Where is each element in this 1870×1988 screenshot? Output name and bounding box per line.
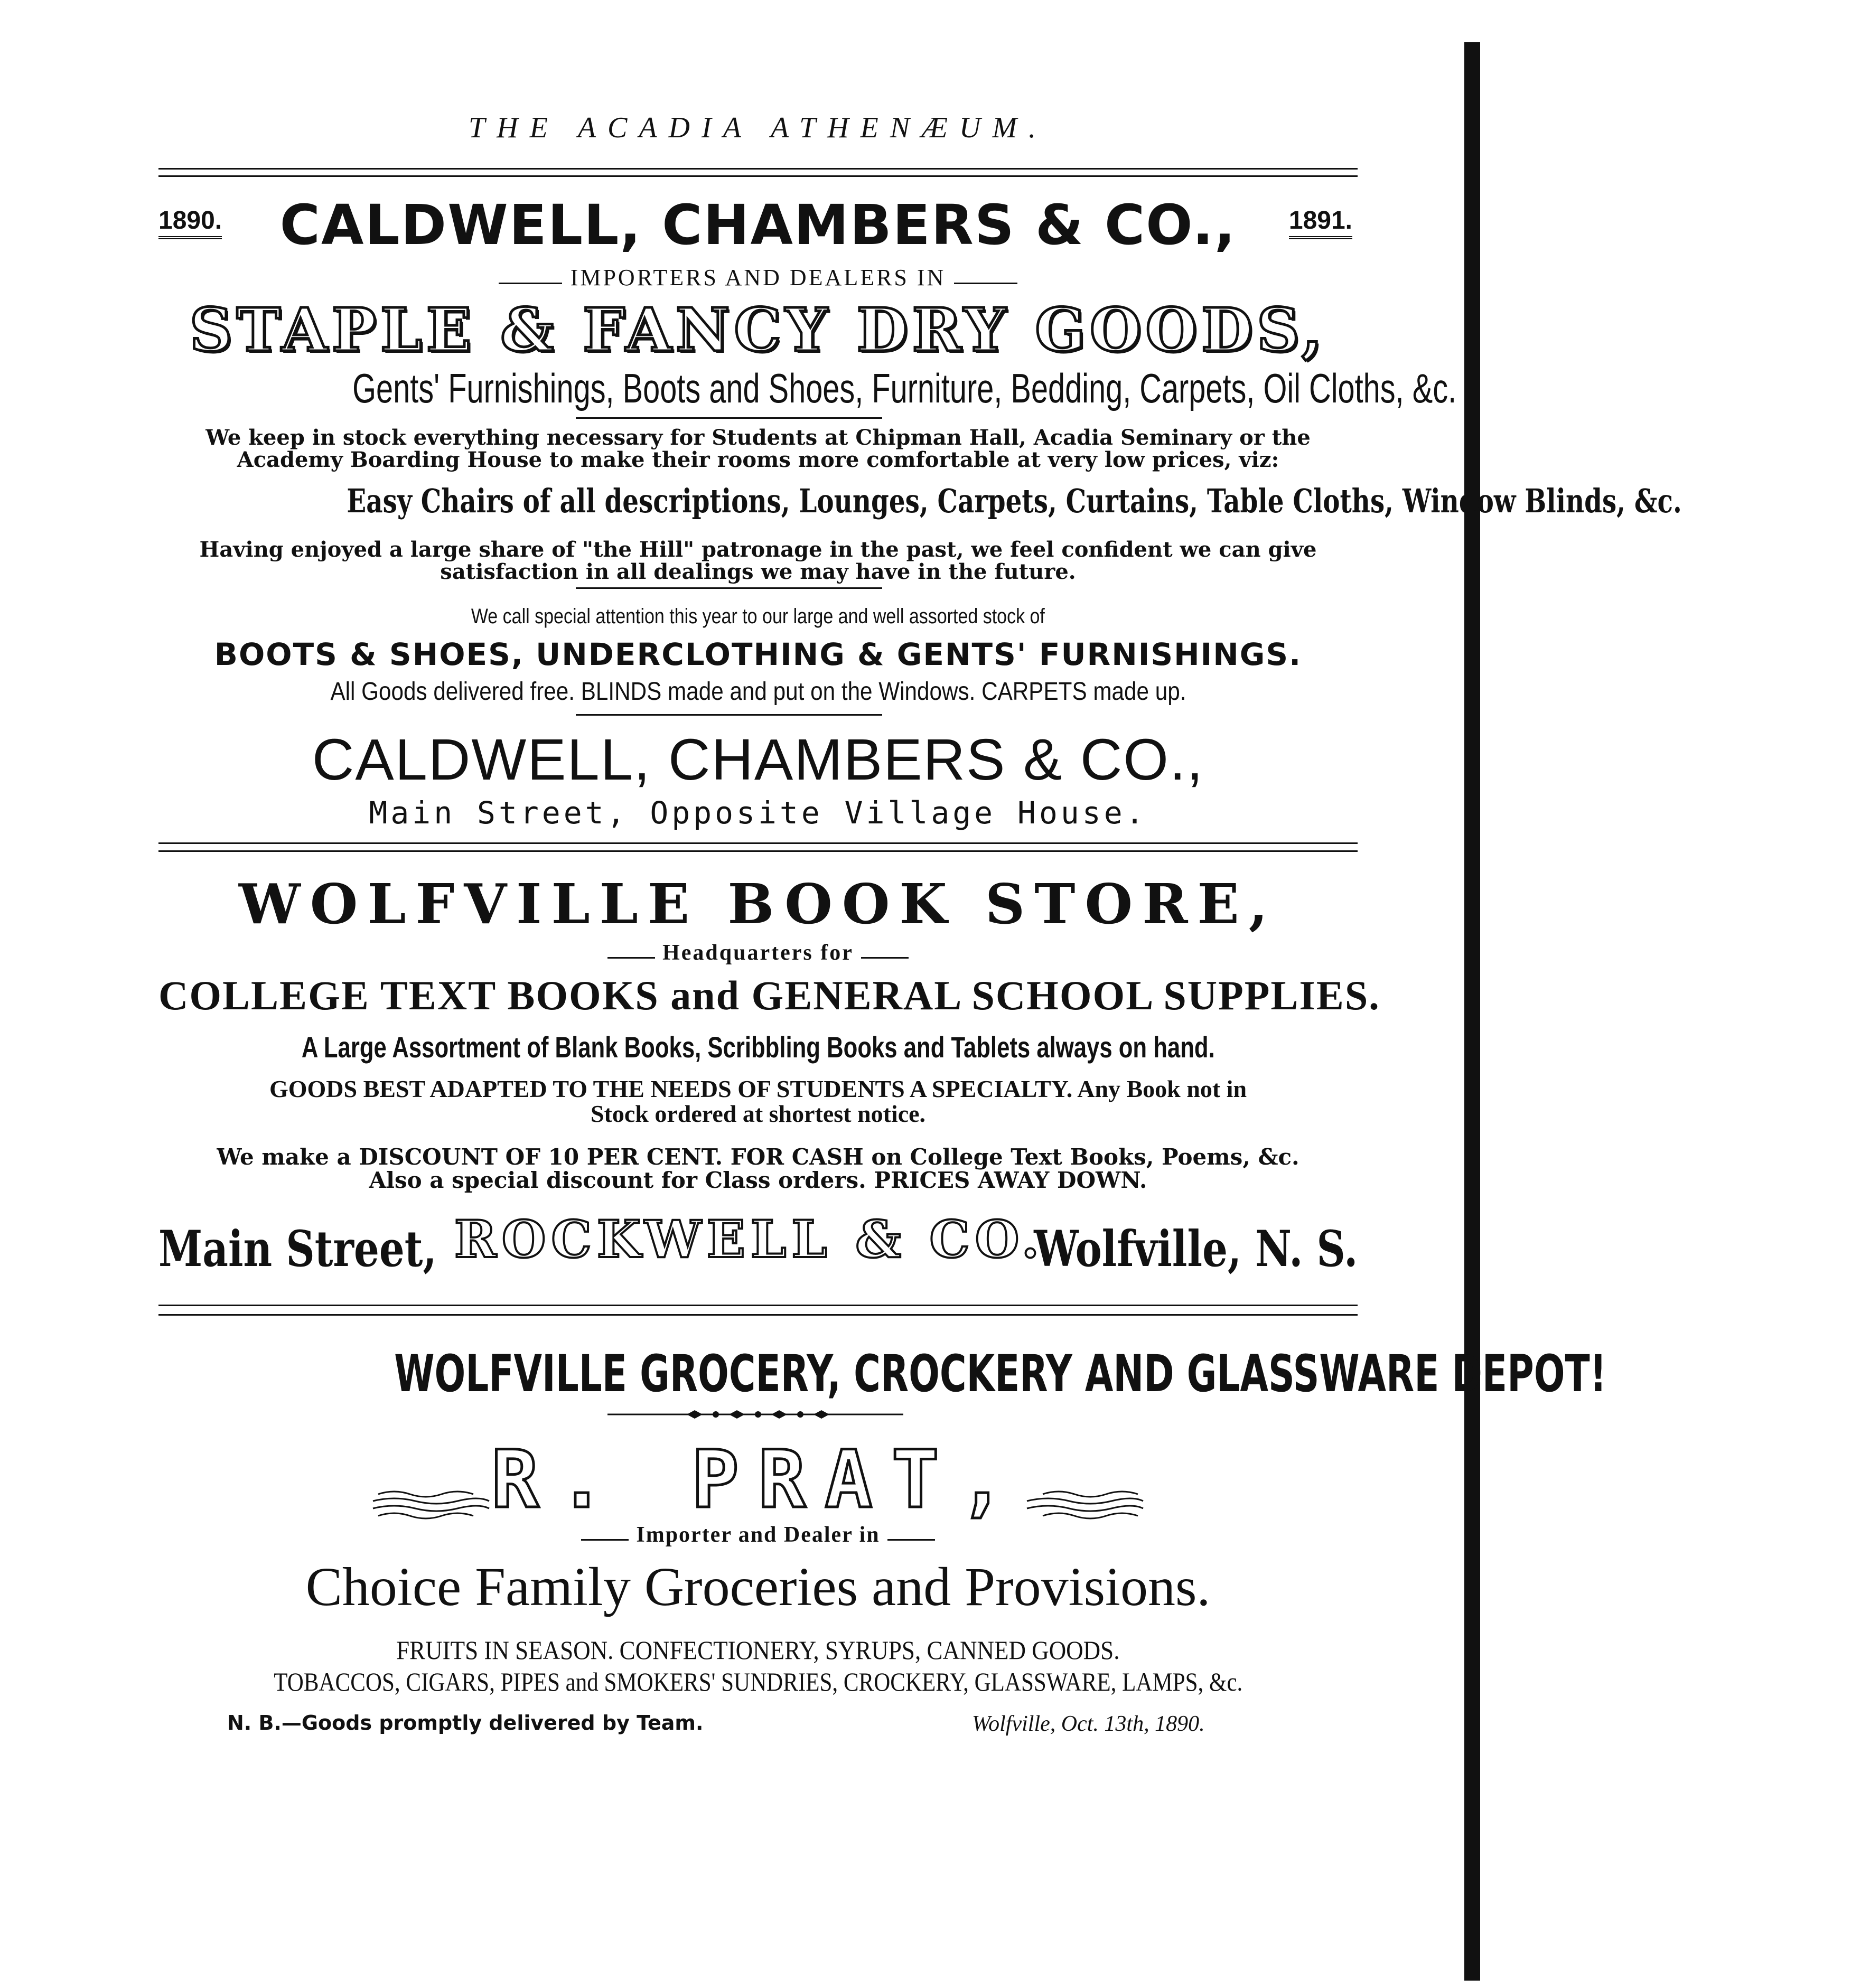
fruits-line: FRUITS IN SEASON. CONFECTIONERY, SYRUPS, CANNED GOODS. [396,1635,1120,1665]
wave-ornament-left [373,1486,489,1523]
divider-1 [576,417,882,419]
rockwell-footer-right: Wolfville, N. S. [1033,1220,1358,1278]
goods-line-wrap [158,364,1457,412]
advertisement-page [158,0,1682,1988]
page-edge-bar [1464,42,1480,1981]
caldwell-name-heading: CALDWELL, CHAMBERS & CO., [279,193,1237,257]
importer-row [158,1522,1358,1548]
tobacco-line-wrap [158,1666,1358,1697]
headquarters-label: Headquarters for [662,941,854,965]
header-rule-top [158,168,1358,170]
rockwell-footer-row [158,1209,1358,1283]
page-header-title: THE ACADIA ATHENÆUM. [469,111,1048,144]
tagline-dash-left [499,283,562,284]
stock-paragraph: We keep in stock everything necessary for Students at Chipman Hall, Acadia Seminary or the Academy Boarding House to make their rooms more comfortable at very low prices, viz: [205,425,1311,472]
goods-line: Gents' Furnishings, Boots and Shoes, Furniture, Bedding, Carpets, Oil Cloths, &c. [352,365,1457,411]
divider-2 [576,587,882,589]
importer-label: Importer and Dealer in [636,1523,880,1547]
headquarters-row [158,940,1358,965]
prat-name: R. PRAT, [491,1434,1025,1526]
rockwell-footer-left: Main Street, [158,1220,437,1278]
items-line: Easy Chairs of all descriptions, Lounges, Carpets, Curtains, Table Cloths, Window Blinds, &c. [347,482,1682,520]
grocery-footer-row [158,1711,1358,1743]
rockwell-footer-name: ROCKWELL & CO. [454,1209,1045,1269]
bookstore-title: WOLFVILLE BOOK STORE, [238,871,1278,936]
grocery-title: WOLFVILLE GROCERY, CROCKERY AND GLASSWARE DEPOT! [394,1344,1607,1403]
items-line-wrap [158,482,1682,520]
delivery-line: All Goods delivered free. BLINDS made and put on the Windows. CARPETS made up. [330,678,1186,706]
section-rule-1b [158,850,1358,852]
goods-best-line-1: GOODS BEST ADAPTED TO THE NEEDS OF STUDENTS A SPECIALTY. Any Book not in [269,1075,1247,1102]
prat-name-row [158,1434,1358,1526]
discount-line-1: We make a DISCOUNT OF 10 PER CENT. FOR CASH on College Text Books, Poems, &c. [217,1144,1299,1170]
boots-shoes-line: BOOTS & SHOES, UNDERCLOTHING & GENTS' FURNISHINGS. [214,636,1302,672]
patronage-paragraph: Having enjoyed a large share of "the Hill" patronage in the past, we feel confident we can give satisfaction in all dealings we may have in the future. [199,537,1317,584]
nb-delivery-line: N. B.—Goods promptly delivered by Team. [227,1711,704,1734]
goods-best-line-2: Stock ordered at shortest notice. [590,1100,926,1127]
attention-line: We call special attention this year to our large and well assorted stock of [471,605,1045,628]
date-line: Wolfville, Oct. 13th, 1890. [972,1712,1205,1736]
importer-dash-right [887,1539,935,1541]
discount-line-2: Also a special discount for Class orders. PRICES AWAY DOWN. [369,1167,1147,1193]
assortment-line-wrap [158,1030,1358,1064]
fancy-dry-goods-heading: STAPLE & FANCY DRY GOODS, [189,296,1327,365]
tagline-dash-right [954,283,1017,284]
grocery-title-wrap [158,1344,1607,1403]
delivery-line-wrap [158,677,1358,706]
year-right: 1891. [1289,206,1352,239]
caldwell-tagline-row [158,264,1358,291]
ornament-divider [607,1409,903,1420]
caldwell-address: Main Street, Opposite Village House. [369,795,1147,831]
caldwell-footer-name: CALDWELL, CHAMBERS & CO., [312,727,1204,792]
hq-dash-left [607,957,655,959]
hq-dash-right [861,957,909,959]
header-rule-bottom [158,175,1358,177]
section-rule-1a [158,842,1358,844]
importer-dash-left [581,1539,629,1541]
choice-family-line: Choice Family Groceries and Provisions. [305,1556,1211,1617]
divider-3 [576,714,882,716]
caldwell-tagline: IMPORTERS AND DEALERS IN [570,265,946,290]
assortment-line: A Large Assortment of Blank Books, Scribbling Books and Tablets always on hand. [301,1030,1215,1064]
wave-ornament-right [1027,1486,1143,1523]
tobacco-line: TOBACCOS, CIGARS, PIPES and SMOKERS' SUNDRIES, CROCKERY, GLASSWARE, LAMPS, &c. [273,1667,1243,1696]
year-left: 1890. [158,206,222,239]
section-rule-2b [158,1314,1358,1316]
fruits-line-wrap [158,1635,1358,1665]
attention-line-wrap [158,605,1358,629]
college-text-books-line: COLLEGE TEXT BOOKS and GENERAL SCHOOL SUPPLIES. [158,972,1380,1018]
section-rule-2a [158,1305,1358,1306]
